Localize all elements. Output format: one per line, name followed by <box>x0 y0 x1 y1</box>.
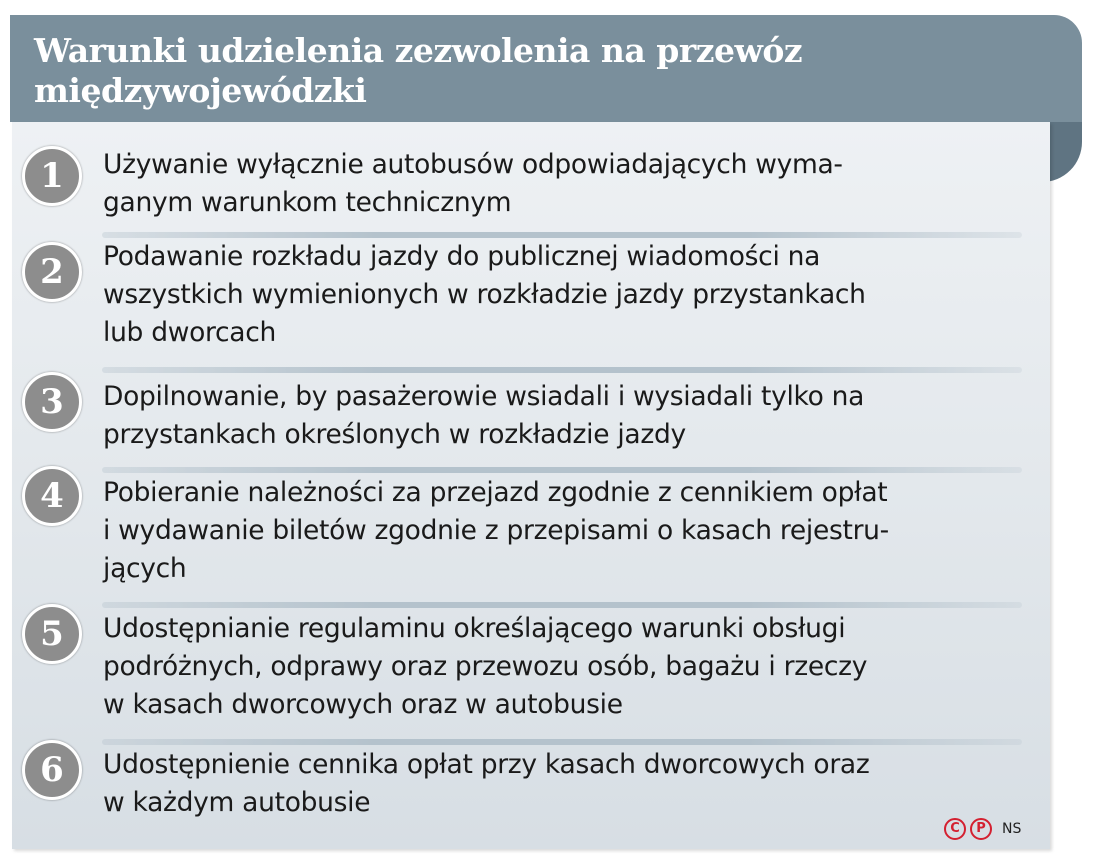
item-text <box>103 146 843 222</box>
item-text-line: Udostępnienie cennika opłat przy kasach dworcowych oraz <box>103 749 870 780</box>
item-text <box>103 378 864 454</box>
photo-credit-icon: P <box>970 818 992 840</box>
conditions-panel <box>12 122 1050 849</box>
item-number-badge: 5 <box>22 604 82 664</box>
item-text <box>103 746 869 822</box>
page-title <box>34 31 802 111</box>
item-text-line: Udostępnianie regulaminu określającego warunki obsługi <box>103 613 846 644</box>
divider <box>102 367 1022 373</box>
divider <box>102 602 1022 608</box>
item-text-line: w każdym autobusie <box>103 787 371 818</box>
item-text-line: Podawanie rozkładu jazdy do publicznej wiadomości na <box>103 241 821 272</box>
item-number-badge: 3 <box>22 372 82 432</box>
item-text-line: przystankach określonych w rozkładzie jazdy <box>103 419 686 450</box>
item-text-line: jących <box>103 553 187 584</box>
divider <box>102 467 1022 473</box>
header-band <box>10 15 1082 122</box>
credits <box>944 818 1021 840</box>
item-text-line: wszystkich wymienionych w rozkładzie jazdy przystankach <box>103 279 866 310</box>
item-number-badge: 1 <box>22 146 82 206</box>
copyright-icon: C <box>944 818 966 840</box>
item-text <box>103 474 889 588</box>
item-number-badge: 6 <box>22 740 82 800</box>
item-text <box>103 238 866 352</box>
author-initials: NS <box>1002 821 1022 837</box>
item-text-line: Dopilnowanie, by pasażerowie wsiadali i wysiadali tylko na <box>103 381 865 412</box>
item-text <box>103 610 867 724</box>
item-text-line: w kasach dworcowych oraz w autobusie <box>103 689 623 720</box>
item-text-line: ganym warunkom technicznym <box>103 187 512 218</box>
divider <box>102 739 1022 745</box>
divider <box>102 232 1022 238</box>
item-text-line: lub dworcach <box>103 317 276 348</box>
item-number-badge: 2 <box>22 242 82 302</box>
item-text-line: i wydawanie biletów zgodnie z przepisami o kasach rejestru- <box>103 515 889 546</box>
item-text-line: podróżnych, odprawy oraz przewozu osób, bagażu i rzeczy <box>103 651 868 682</box>
item-text-line: Używanie wyłącznie autobusów odpowiadających wyma- <box>103 149 843 180</box>
title-line: Warunki udzielenia zezwolenia na przewóz <box>34 31 803 70</box>
item-number-badge: 4 <box>22 466 82 526</box>
item-text-line: Pobieranie należności za przejazd zgodnie z cennikiem opłat <box>103 477 888 508</box>
title-line: międzywojewódzki <box>34 71 367 110</box>
